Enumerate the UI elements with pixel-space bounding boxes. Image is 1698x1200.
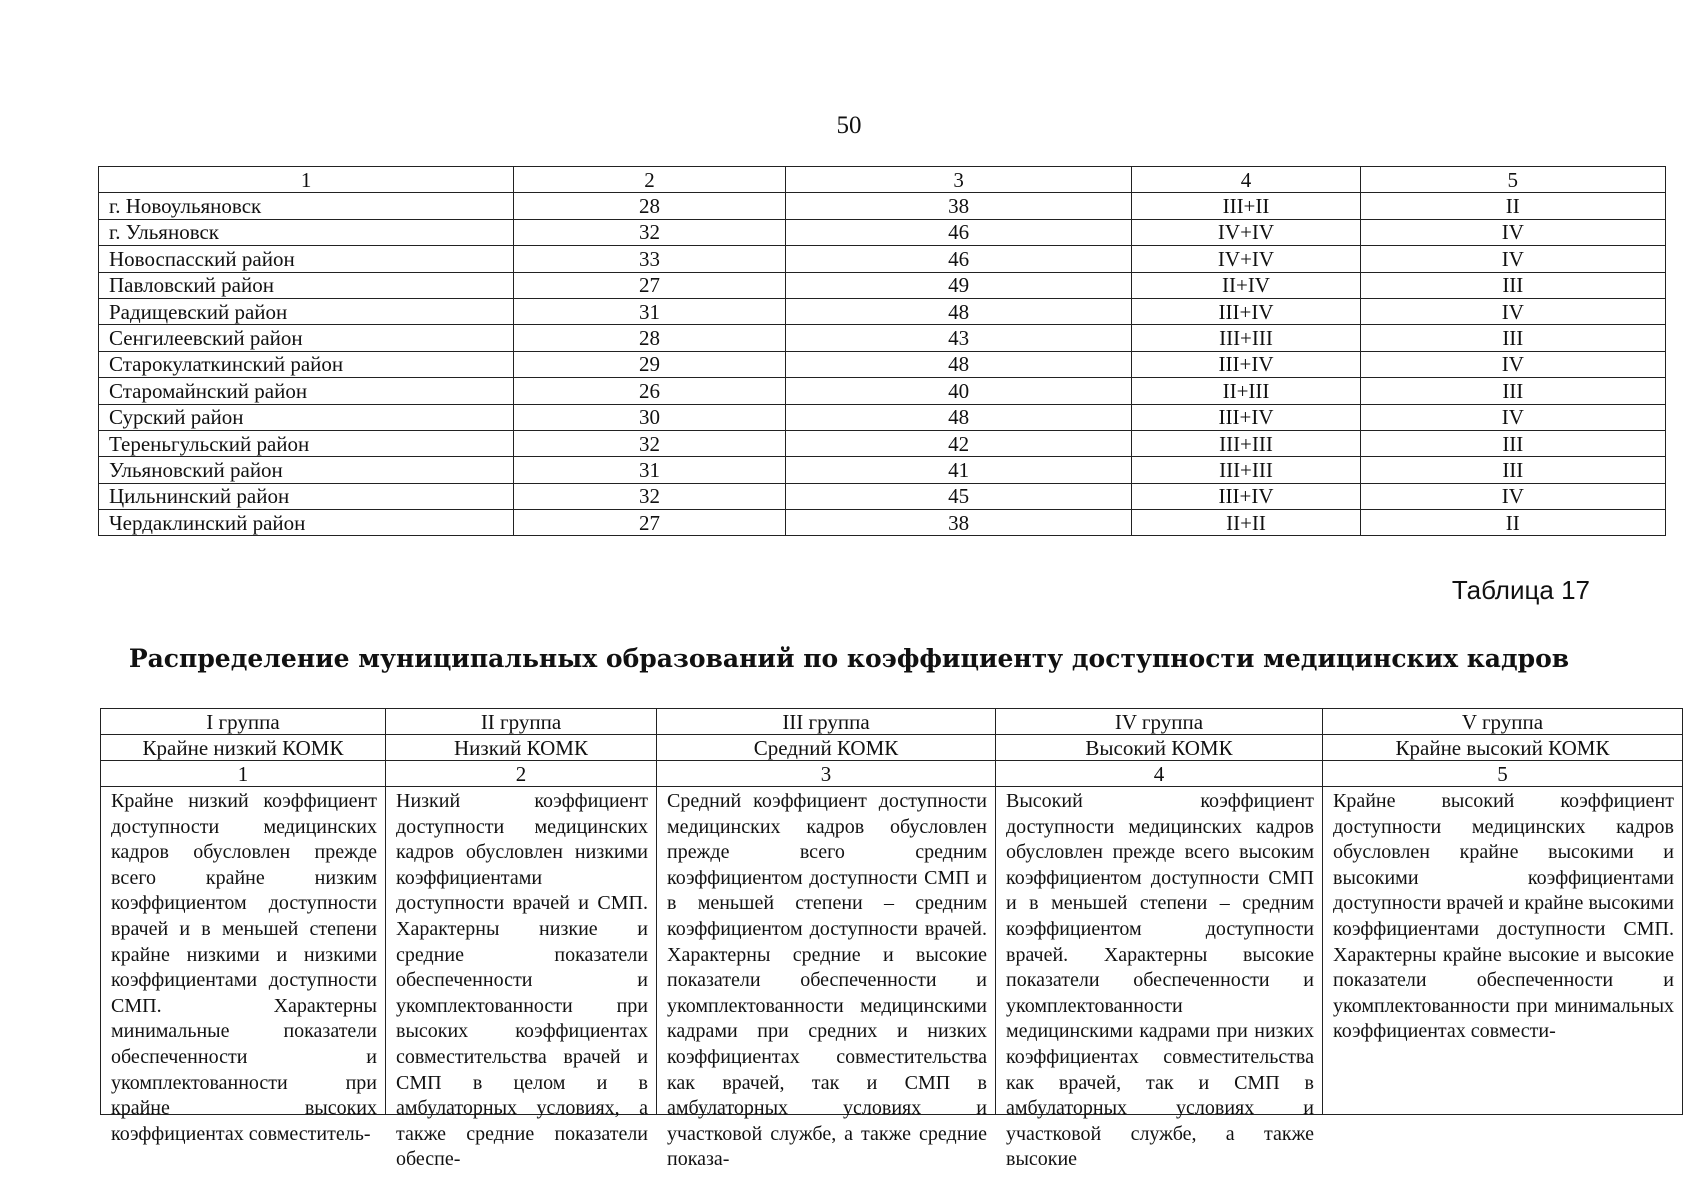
column-header: 3 (785, 167, 1132, 193)
group-header-row (101, 709, 1683, 735)
table-cell: II (1360, 510, 1665, 536)
group-description (386, 787, 657, 1171)
table-cell: 46 (785, 246, 1132, 272)
table-cell: II (1360, 193, 1665, 219)
table-cell: III (1360, 457, 1665, 483)
table-row (99, 510, 1666, 536)
district-name: Павловский район (99, 272, 514, 298)
table-cell: 31 (514, 457, 786, 483)
table-cell: III (1360, 272, 1665, 298)
table-cell: IV (1360, 351, 1665, 377)
table-row (99, 246, 1666, 272)
table-row (99, 351, 1666, 377)
table-row (99, 219, 1666, 245)
group-header: I группа (101, 709, 386, 735)
table-cell: III+II (1132, 193, 1360, 219)
group-description (101, 787, 386, 1145)
table-title: Распределение муниципальных образований по коэффициенту доступности медицинских кадров (128, 644, 1570, 673)
districts-table-body (99, 167, 1666, 536)
number-header-row (101, 761, 1683, 787)
district-name: г. Ульяновск (99, 219, 514, 245)
column-header: 2 (514, 167, 786, 193)
column-number: 5 (1323, 761, 1683, 787)
level-header-row (101, 735, 1683, 761)
group-description (657, 787, 996, 1171)
district-name: Цильнинский район (99, 483, 514, 509)
table-cell: 49 (785, 272, 1132, 298)
table-cell: IV+IV (1132, 246, 1360, 272)
table-row (99, 272, 1666, 298)
table-cell: IV (1360, 483, 1665, 509)
district-name: Сенгилеевский район (99, 325, 514, 351)
table-cell: III (1360, 430, 1665, 456)
table-cell: III+IV (1132, 298, 1360, 324)
table-cell: 28 (514, 325, 786, 351)
table-cell: III+III (1132, 457, 1360, 483)
group-description-text: Высокий коэффициент доступности медицинских кадров обусловлен прежде всего высоким коэффициентом доступности СМП и в меньшей степени – средним коэффициентом доступности врачей. Характерны высокие показатели обеспеченности и укомплектованности медицинскими кадрами при низких коэффициентах совместительства как врачей, так и СМП в амбулаторных условиях и участковой службе, а также высокие (1006, 790, 1314, 1171)
table-cell: 38 (785, 510, 1132, 536)
table-cell: 48 (785, 298, 1132, 324)
table-row (99, 430, 1666, 456)
table-cell: 42 (785, 430, 1132, 456)
table-cell: 30 (514, 404, 786, 430)
district-name: г. Новоульяновск (99, 193, 514, 219)
group-header: III группа (657, 709, 996, 735)
table-cell: 32 (514, 430, 786, 456)
district-name: Чердаклинский район (99, 510, 514, 536)
level-header: Низкий КОМК (386, 735, 657, 761)
table-row (99, 325, 1666, 351)
group-description (1323, 787, 1683, 1115)
table-cell: III+IV (1132, 351, 1360, 377)
table-row (99, 298, 1666, 324)
table-row (99, 404, 1666, 430)
table-cell: III+III (1132, 430, 1360, 456)
district-name: Радищевский район (99, 298, 514, 324)
group-header: V группа (1323, 709, 1683, 735)
table-cell: III (1360, 378, 1665, 404)
table-row (99, 483, 1666, 509)
table-cell: II+II (1132, 510, 1360, 536)
district-name: Старомайнский район (99, 378, 514, 404)
column-number: 4 (996, 761, 1323, 787)
table-cell: II+III (1132, 378, 1360, 404)
table-cell: III (1360, 325, 1665, 351)
level-header: Крайне высокий КОМК (1323, 735, 1683, 761)
table-cell: 41 (785, 457, 1132, 483)
table-cell: 38 (785, 193, 1132, 219)
table-cell: 29 (514, 351, 786, 377)
group-description-text: Крайне высокий коэффициент доступности медицинских кадров обусловлен крайне высокими и высокими коэффициентами доступности врачей и крайне высокими коэффициентами доступности СМП. Характерны крайне высокие и высокие показатели обеспеченности и укомплектованности при минимальных коэффициентах совмести- (1333, 790, 1674, 1043)
column-header: 4 (1132, 167, 1360, 193)
table-cell: 27 (514, 272, 786, 298)
level-header: Средний КОМК (657, 735, 996, 761)
table-label: Таблица 17 (1451, 575, 1590, 605)
table-cell: III+III (1132, 325, 1360, 351)
column-number: 3 (657, 761, 996, 787)
table-cell: III+IV (1132, 483, 1360, 509)
table-row (99, 193, 1666, 219)
table-cell: II+IV (1132, 272, 1360, 298)
table-cell: 40 (785, 378, 1132, 404)
description-row (101, 787, 1683, 1115)
table-cell: IV (1360, 219, 1665, 245)
group-description-text: Крайне низкий коэффициент доступности медицинских кадров обусловлен прежде всего крайне низким коэффициентом доступности врачей и в меньшей степени крайне низкими и низкими коэффициентами доступности СМП. Характерны минимальные показатели обеспеченности и укомплектованности при крайне высоких коэффициентах совместитель- (111, 790, 377, 1145)
table-cell: IV (1360, 404, 1665, 430)
table-row (99, 378, 1666, 404)
table-row (99, 457, 1666, 483)
column-number: 1 (101, 761, 386, 787)
group-distribution-table (100, 708, 1683, 1171)
column-header: 1 (99, 167, 514, 193)
table-cell: 48 (785, 351, 1132, 377)
group-header: II группа (386, 709, 657, 735)
page-number: 50 (836, 112, 862, 139)
table-cell: 48 (785, 404, 1132, 430)
group-header: IV группа (996, 709, 1323, 735)
level-header: Крайне низкий КОМК (101, 735, 386, 761)
level-header: Высокий КОМК (996, 735, 1323, 761)
table-cell: IV+IV (1132, 219, 1360, 245)
table-cell: 28 (514, 193, 786, 219)
table-cell: IV (1360, 246, 1665, 272)
table-cell: 46 (785, 219, 1132, 245)
table-cell: 32 (514, 219, 786, 245)
group-description (996, 787, 1323, 1171)
table-cell: 27 (514, 510, 786, 536)
group-description-text: Низкий коэффициент доступности медицинских кадров обусловлен низкими коэффициентами доступности врачей и СМП. Характерны низкие и средние показатели обеспеченности и укомплектованности при высоких коэффициентах совместительства врачей и СМП в целом и в амбулаторных условиях, а также средние показатели обеспе- (396, 790, 648, 1171)
district-name: Новоспасский район (99, 246, 514, 272)
column-header: 5 (1360, 167, 1665, 193)
table-cell: 32 (514, 483, 786, 509)
district-name: Сурский район (99, 404, 514, 430)
table-cell: 45 (785, 483, 1132, 509)
table-header-row (99, 167, 1666, 193)
district-name: Ульяновский район (99, 457, 514, 483)
district-name: Тереньгульский район (99, 430, 514, 456)
table-cell: III+IV (1132, 404, 1360, 430)
districts-table (98, 166, 1666, 536)
district-name: Старокулаткинский район (99, 351, 514, 377)
table-cell: 26 (514, 378, 786, 404)
table-cell: 33 (514, 246, 786, 272)
group-description-text: Средний коэффициент доступности медицинских кадров обусловлен прежде всего средним коэффициентом доступности СМП и в меньшей степени – средним коэффициентом доступности врачей. Характерны средние и высокие показатели обеспеченности и укомплектованности медицинскими кадрами при средних и низких коэффициентах совместительства как врачей, так и СМП в амбулаторных условиях и участковой службе, а также средние показа- (667, 790, 987, 1171)
table-cell: 43 (785, 325, 1132, 351)
column-number: 2 (386, 761, 657, 787)
table-cell: IV (1360, 298, 1665, 324)
table-cell: 31 (514, 298, 786, 324)
